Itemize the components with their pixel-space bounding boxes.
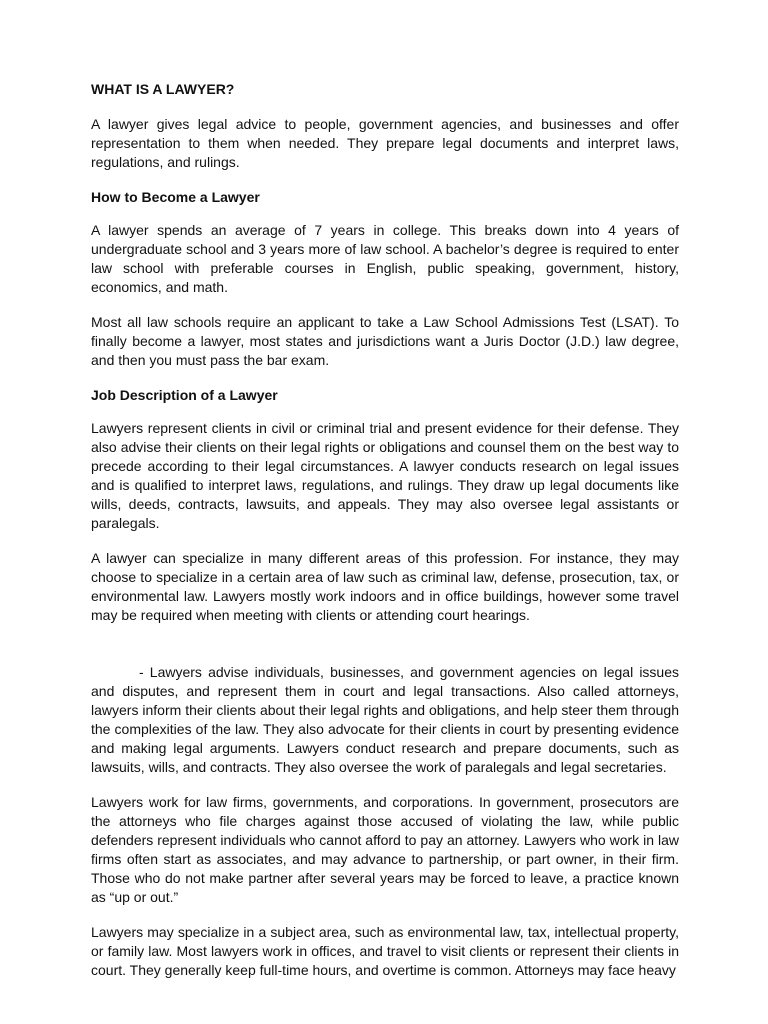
section-heading-job-description: Job Description of a Lawyer	[91, 387, 278, 403]
paragraph-college-years: A lawyer spends an average of 7 years in college. This breaks down into 4 years of undergraduate school and 3 years more of law school. A bachelor’s degree is required to enter law school with preferable courses in English, public speaking, government, history, economics, and math.	[91, 222, 679, 295]
document-title: WHAT IS A LAWYER?	[91, 81, 235, 97]
paragraph-subject-areas: Lawyers may specialize in a subject area, such as environmental law, tax, intellectual property, or family law. Most lawyers work in offices, and travel to visit clients or represent their clients in court. They generally keep full-time hours, and overtime is common. Attorneys may face heavy	[91, 924, 679, 978]
section-heading-become-lawyer: How to Become a Lawyer	[91, 189, 260, 205]
paragraph-work-settings: Lawyers work for law firms, governments, and corporations. In government, prosecutors are the attorneys who file charges against those accused of violating the law, while public defenders represent individuals who cannot afford to pay an attorney. Lawyers who work in law firms often start as associates, and may advance to partnership, or part owner, in their firm. Those who do not make partner after several years may be forced to leave, a practice known as “up or out.”	[91, 794, 679, 905]
intro-paragraph: A lawyer gives legal advice to people, government agencies, and businesses and offer representation to them when needed. They prepare legal documents and interpret laws, regulations, and rulings.	[91, 116, 679, 170]
paragraph-specialize: A lawyer can specialize in many different areas of this profession. For instance, they may choose to specialize in a certain area of law such as criminal law, defense, prosecution, tax, or environmental law. Lawyers mostly work indoors and in office buildings, however some travel may be required when meeting with clients or attending court hearings.	[91, 550, 679, 623]
paragraph-lsat: Most all law schools require an applicant to take a Law School Admissions Test (LSAT). To finally become a lawyer, most states and jurisdictions want a Juris Doctor (J.D.) law degree, and then you must pass the bar exam.	[91, 314, 679, 368]
paragraph-advise-individuals: - Lawyers advise individuals, businesses, and government agencies on legal issues and disputes, and represent them in court and legal transactions. Also called attorneys, lawyers inform their clients about their legal rights and obligations, and help steer them through the complexities of the law. They also advocate for their clients in court by presenting evidence and making legal arguments. Lawyers conduct research and prepare documents, such as lawsuits, wills, and contracts. They also oversee the work of paralegals and legal secretaries.	[91, 664, 679, 775]
paragraph-represent-clients: Lawyers represent clients in civil or criminal trial and present evidence for their defense. They also advise their clients on their legal rights or obligations and counsel them on the best way to precede according to their legal circumstances. A lawyer conducts research on legal issues and is qualified to interpret laws, regulations, and rulings. They draw up legal documents like wills, deeds, contracts, lawsuits, and appeals. They may also oversee legal assistants or paralegals.	[91, 420, 679, 531]
document-page	[91, 80, 679, 996]
blank-line	[91, 641, 679, 663]
